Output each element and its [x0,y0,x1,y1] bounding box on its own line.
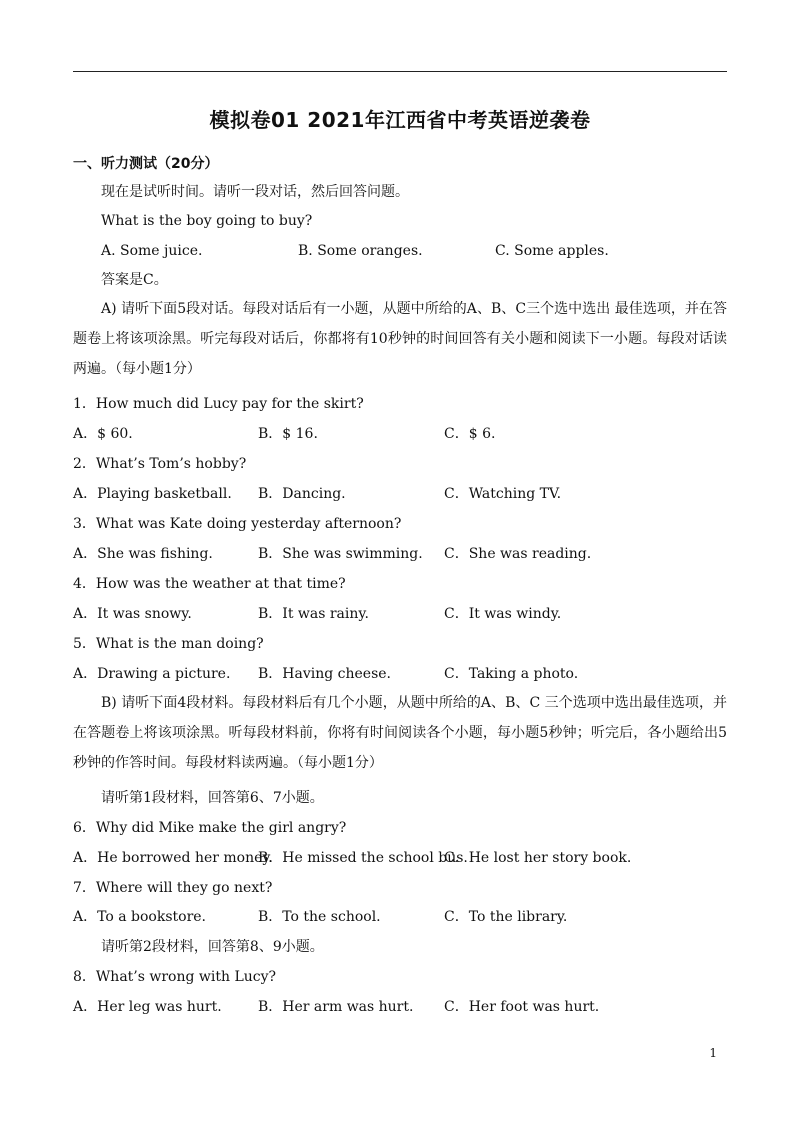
question-1: 1．How much did Lucy pay for the skirt? [73,396,364,412]
option-c: C．Taking a photo. [444,666,579,682]
option-a: A．Her leg was hurt. [73,999,222,1015]
option-c: C．She was reading. [444,546,592,562]
header-rule [73,71,727,72]
sample-option-a: A. Some juice. [101,243,203,259]
option-c: C．To the library. [444,909,568,925]
option-b: B．She was swimming. [258,546,423,562]
option-a: A．She was fishing. [73,546,213,562]
material-2-note: 请听第2段材料，回答第8、9小题。 [101,939,324,955]
question-4: 4．How was the weather at that time? [73,576,346,592]
option-c: C．He lost her story book. [444,850,632,866]
part-a-instruction: A) 请听下面5段对话。每段对话后有一小题，从题中所给的A、B、C三个选中选出 最佳选项，并在答题卷上将该项涂黑。听完每段对话后，你都将有10秒钟的时间回答有关小题和阅读下一小题。每段对话读两遍。（每小题1分） [73,301,727,377]
option-a: A．$ 60. [73,426,133,442]
option-a: A．He borrowed her money. [73,850,273,866]
option-b: B．Dancing. [258,486,346,502]
section-heading-listening: 一、听力测试（20分） [73,156,219,172]
option-b: B．Her arm was hurt. [258,999,414,1015]
option-b: B．He missed the school bus. [258,850,468,866]
option-b: B．It was rainy. [258,606,369,622]
option-c: C．Her foot was hurt. [444,999,600,1015]
sample-option-c: C. Some apples. [495,243,609,259]
option-a: A．It was snowy. [73,606,192,622]
option-b: B．$ 16. [258,426,318,442]
part-b-instruction: B) 请听下面4段材料。每段材料后有几个小题，从题中所给的A、B、C 三个选项中选出最佳选项，并在答题卷上将该项涂黑。听每段材料前，你将有时间阅读各个小题，每小题5秒钟；听完后，各小题给出5秒钟的作答时间。每段材料读两遍。（每小题1分） [73,695,727,771]
option-a: A．Playing basketball. [73,486,232,502]
question-5: 5．What is the man doing? [73,636,264,652]
option-c: C．It was windy. [444,606,562,622]
question-8: 8．What’s wrong with Lucy? [73,969,277,985]
sample-option-b: B. Some oranges. [298,243,423,259]
page-title: 模拟卷01 2021年江西省中考英语逆袭卷 [209,108,591,132]
option-c: C．$ 6. [444,426,496,442]
question-3: 3．What was Kate doing yesterday afternoon? [73,516,402,532]
option-b: B．To the school. [258,909,381,925]
option-c: C．Watching TV. [444,486,562,502]
question-6: 6．Why did Mike make the girl angry? [73,820,347,836]
question-2: 2．What’s Tom’s hobby? [73,456,247,472]
option-a: A．To a bookstore. [73,909,207,925]
question-7: 7．Where will they go next? [73,880,273,896]
intro-text: 现在是试听时间。请听一段对话，然后回答问题。 [101,184,409,200]
option-a: A．Drawing a picture. [73,666,231,682]
sample-question: What is the boy going to buy? [101,213,313,229]
material-1-note: 请听第1段材料，回答第6、7小题。 [101,790,324,806]
page-number: 1 [709,1046,717,1060]
option-b: B．Having cheese. [258,666,392,682]
sample-answer: 答案是C。 [101,272,168,288]
